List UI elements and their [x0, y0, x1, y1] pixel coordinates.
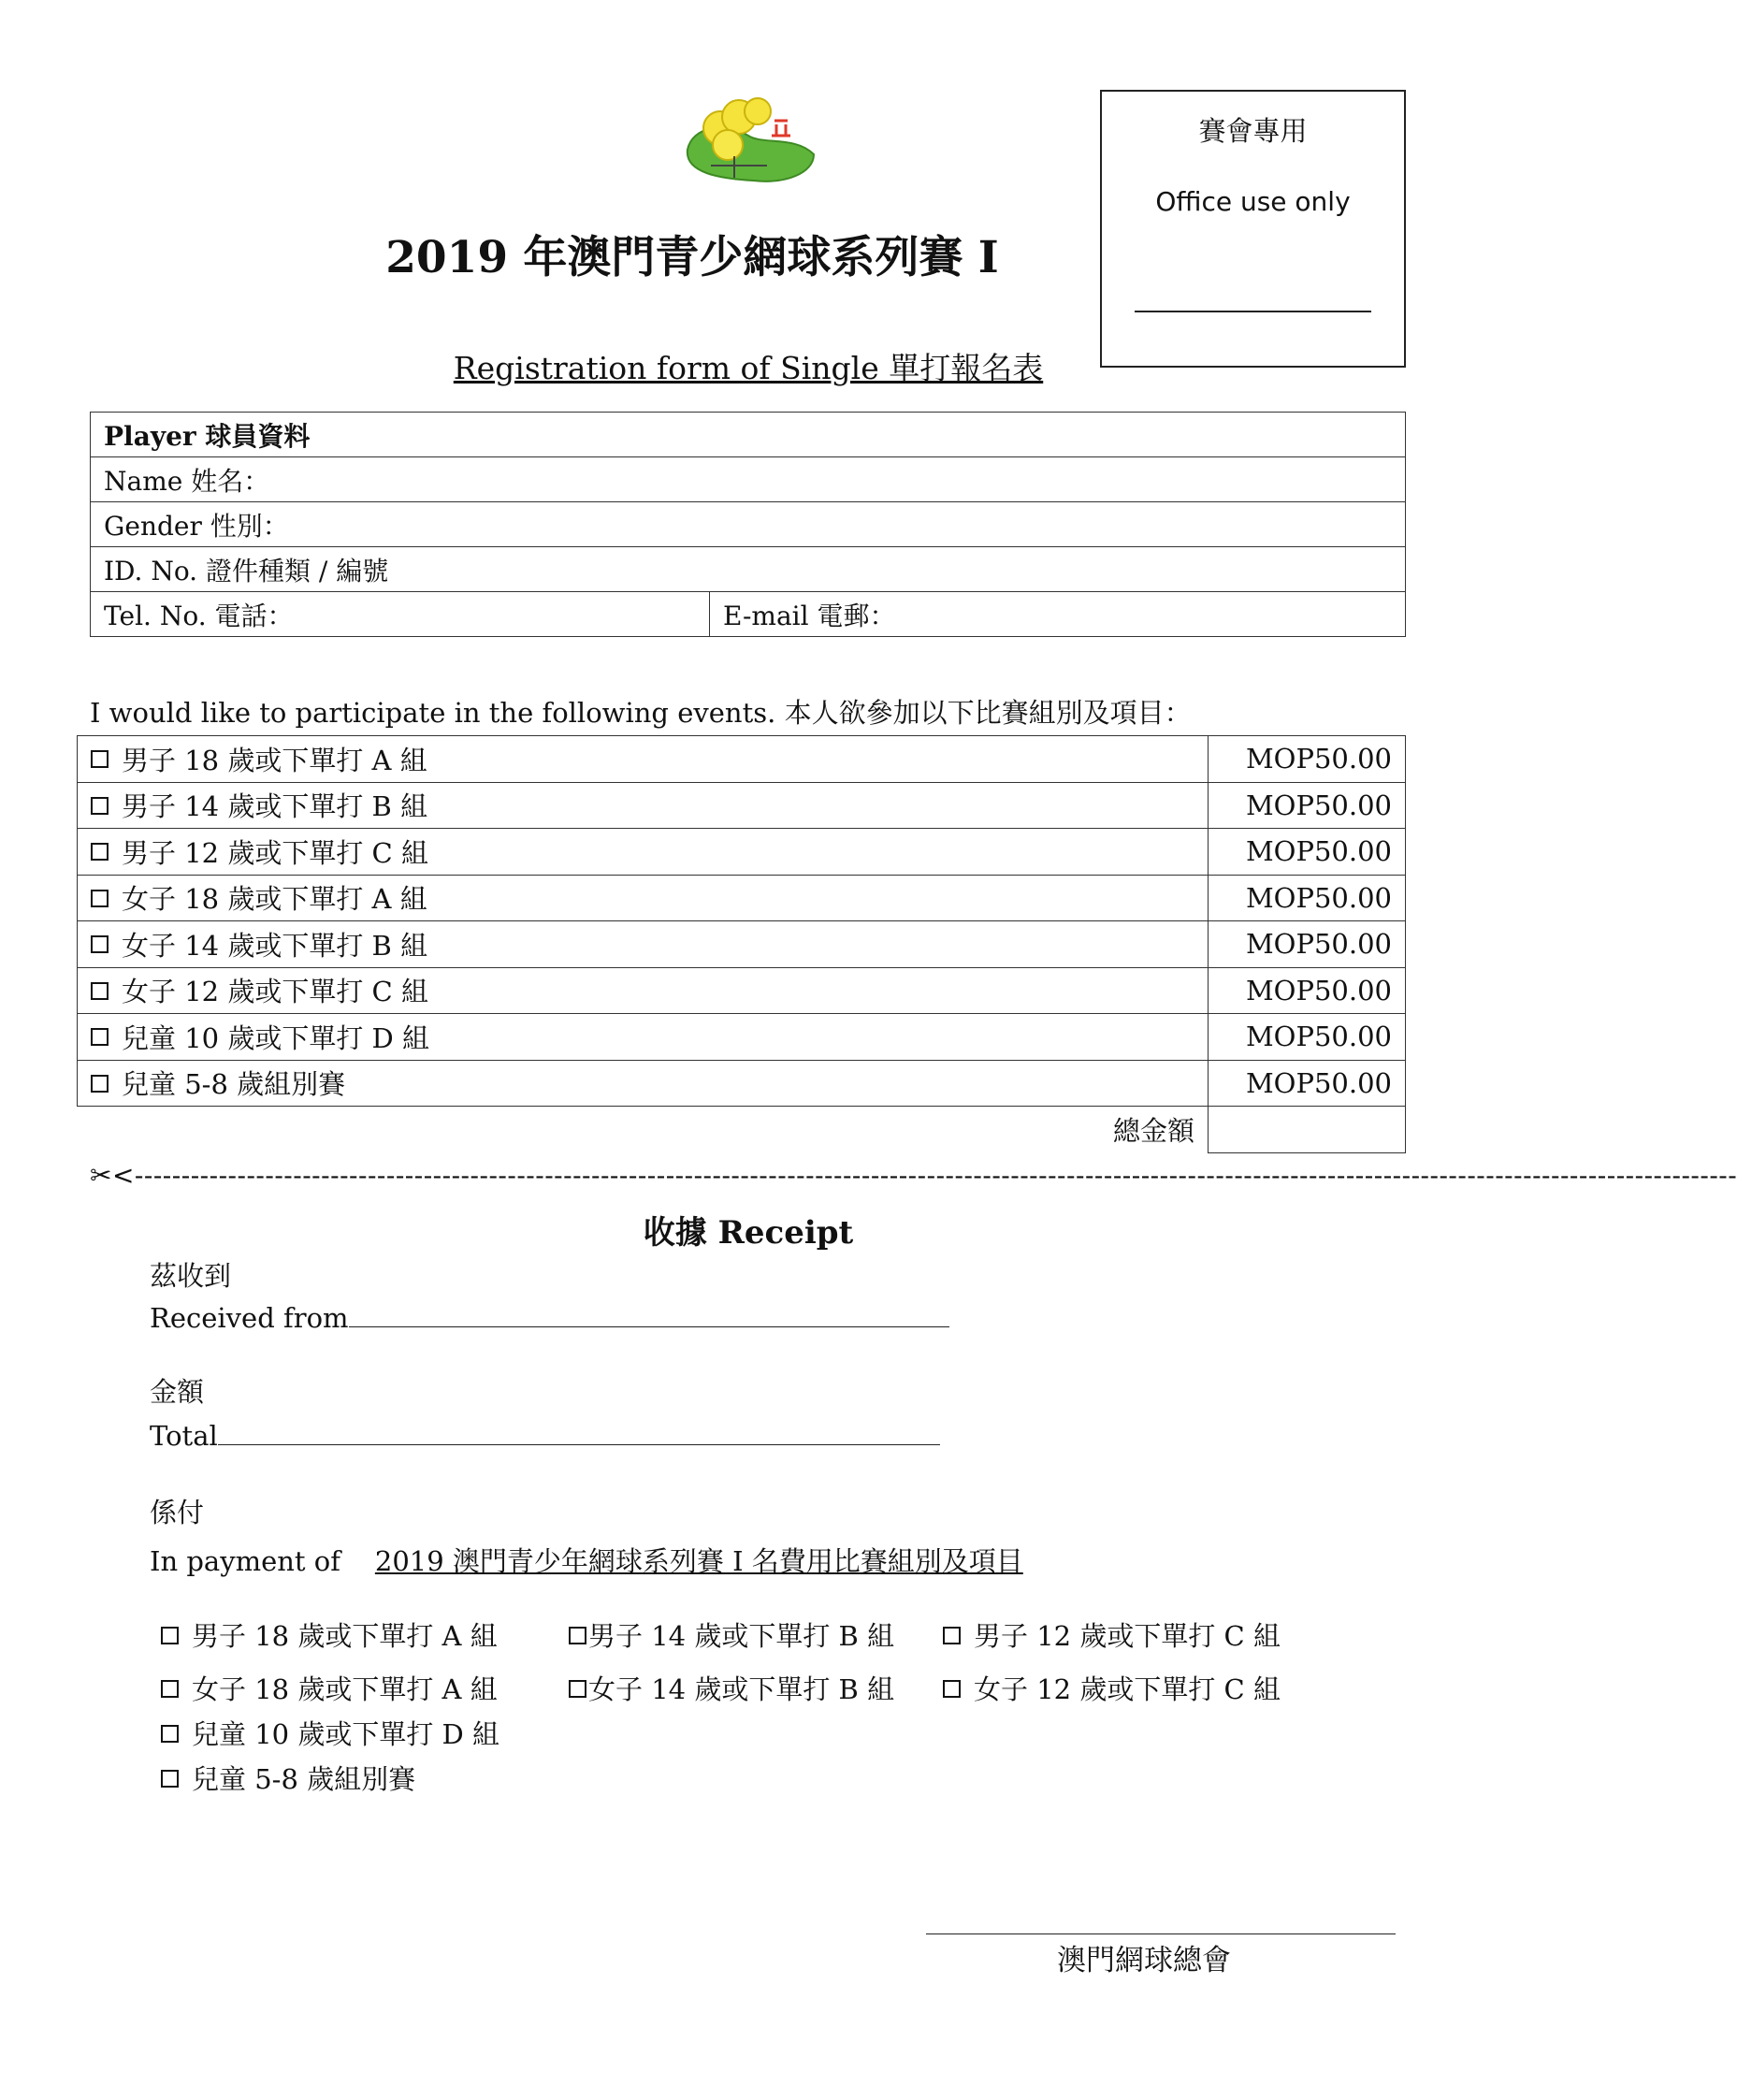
- event-label: 男子 18 歲或下單打 A 組: [122, 744, 427, 776]
- total-amount-field[interactable]: [1209, 1107, 1406, 1153]
- event-checkbox[interactable]: [91, 890, 109, 907]
- event-label: 女子 18 歲或下單打 A 組: [122, 883, 427, 916]
- event-label: 女子 14 歲或下單打 B 組: [122, 929, 428, 962]
- event-price: MOP50.00: [1209, 736, 1406, 783]
- event-row: [78, 921, 1406, 968]
- receipt-option-label: 女子 14 歲或下單打 B 組: [588, 1673, 895, 1705]
- payment-en: In payment of: [150, 1545, 340, 1577]
- receipt-title: 收據 Receipt: [643, 1214, 854, 1252]
- player-info-table: [90, 412, 1406, 637]
- total-label: 總金額: [1112, 1115, 1194, 1147]
- event-price: MOP50.00: [1209, 921, 1406, 968]
- event-price: MOP50.00: [1209, 875, 1406, 921]
- event-row: [78, 1060, 1406, 1107]
- events-table: [77, 735, 1406, 1153]
- receipt-checkbox[interactable]: [161, 1680, 179, 1698]
- tel-field[interactable]: Tel. No. 電話：: [91, 592, 710, 637]
- id-field[interactable]: ID. No. 證件種類 / 編號: [91, 547, 1406, 592]
- cut-line: ✂<----------------------------------------------------------------------------------------------------------------------------------------------------------------------------: [90, 1160, 1737, 1191]
- office-use-en: Office use only: [1155, 186, 1351, 217]
- event-price: MOP50.00: [1209, 829, 1406, 876]
- event-price: MOP50.00: [1209, 1014, 1406, 1061]
- receipt-checkbox[interactable]: [569, 1627, 586, 1644]
- email-field[interactable]: E-mail 電郵：: [710, 592, 1406, 637]
- event-checkbox[interactable]: [91, 797, 109, 815]
- receipt-checkbox[interactable]: [161, 1725, 179, 1743]
- receipt-option-label: 兒童 5-8 歲組別賽: [192, 1763, 416, 1795]
- received-en: Received from: [150, 1302, 349, 1334]
- receipt-option: [943, 1615, 1281, 1654]
- name-field[interactable]: Name 姓名：: [91, 457, 1406, 502]
- receipt-option: [161, 1669, 498, 1707]
- event-price: MOP50.00: [1209, 967, 1406, 1014]
- signature-line[interactable]: [926, 1933, 1396, 1934]
- receipt-option: [161, 1714, 499, 1752]
- total-zh: 金額: [150, 1376, 205, 1408]
- payment-row: [150, 1541, 1023, 1579]
- event-row: [78, 829, 1406, 876]
- player-header: Player 球員資料: [91, 413, 1406, 457]
- receipt-option: [161, 1615, 498, 1654]
- event-label: 男子 12 歲或下單打 C 組: [122, 836, 428, 869]
- total-field[interactable]: [218, 1427, 940, 1445]
- receipt-checkbox[interactable]: [161, 1770, 179, 1788]
- receipt-option: [161, 1759, 415, 1797]
- receipt-option-label: 女子 12 歲或下單打 C 組: [974, 1673, 1281, 1705]
- event-row: [78, 967, 1406, 1014]
- event-label: 兒童 5-8 歲組別賽: [122, 1068, 346, 1101]
- received-zh: 茲收到: [150, 1260, 232, 1292]
- event-price: MOP50.00: [1209, 1060, 1406, 1107]
- receipt-checkbox[interactable]: [943, 1680, 961, 1698]
- receipt-option: [569, 1615, 894, 1654]
- office-use-box: [1100, 90, 1406, 368]
- page-subtitle: Registration form of Single 單打報名表: [453, 350, 1044, 386]
- receipt-checkbox[interactable]: [569, 1680, 586, 1698]
- receipt-option-label: 兒童 10 歲或下單打 D 組: [192, 1718, 500, 1750]
- payment-zh: 係付: [150, 1497, 205, 1528]
- office-use-line: [1135, 311, 1371, 312]
- participate-text: I would like to participate in the following events. 本人欲參加以下比賽組別及項目：: [90, 697, 1192, 729]
- event-row: [78, 736, 1406, 783]
- receipt-option-label: 男子 14 歲或下單打 B 組: [588, 1620, 895, 1652]
- event-row: [78, 782, 1406, 829]
- signature-text: 澳門網球總會: [1057, 1944, 1231, 1977]
- association-logo: [683, 98, 823, 184]
- receipt-option-label: 男子 12 歲或下單打 C 組: [974, 1620, 1281, 1652]
- office-use-zh: 賽會專用: [1198, 115, 1308, 147]
- receipt-checkbox[interactable]: [943, 1627, 961, 1644]
- receipt-checkbox[interactable]: [161, 1627, 179, 1644]
- gender-field[interactable]: Gender 性別：: [91, 502, 1406, 547]
- page-title: 2019 年澳門青少網球系列賽 I: [385, 232, 999, 283]
- event-label: 女子 12 歲或下單打 C 組: [122, 976, 428, 1008]
- event-checkbox[interactable]: [91, 750, 109, 768]
- event-checkbox[interactable]: [91, 935, 109, 953]
- event-checkbox[interactable]: [91, 982, 109, 1000]
- receipt-option-label: 男子 18 歲或下單打 A 組: [192, 1620, 498, 1652]
- total-en: Total: [150, 1420, 218, 1452]
- received-from-field[interactable]: [349, 1310, 949, 1327]
- event-label: 兒童 10 歲或下單打 D 組: [122, 1021, 430, 1054]
- payment-value: 2019 澳門青少年網球系列賽 I 名費用比賽組別及項目: [374, 1545, 1023, 1577]
- event-row: [78, 1014, 1406, 1061]
- receipt-option: [569, 1669, 894, 1707]
- receipt-option: [943, 1669, 1281, 1707]
- event-checkbox[interactable]: [91, 843, 109, 861]
- event-checkbox[interactable]: [91, 1075, 109, 1093]
- event-checkbox[interactable]: [91, 1028, 109, 1046]
- receipt-option-label: 女子 18 歲或下單打 A 組: [192, 1673, 498, 1705]
- total-row: [150, 1420, 940, 1452]
- event-label: 男子 14 歲或下單打 B 組: [122, 790, 428, 823]
- event-row: [78, 875, 1406, 921]
- event-price: MOP50.00: [1209, 782, 1406, 829]
- received-from-row: [150, 1302, 949, 1334]
